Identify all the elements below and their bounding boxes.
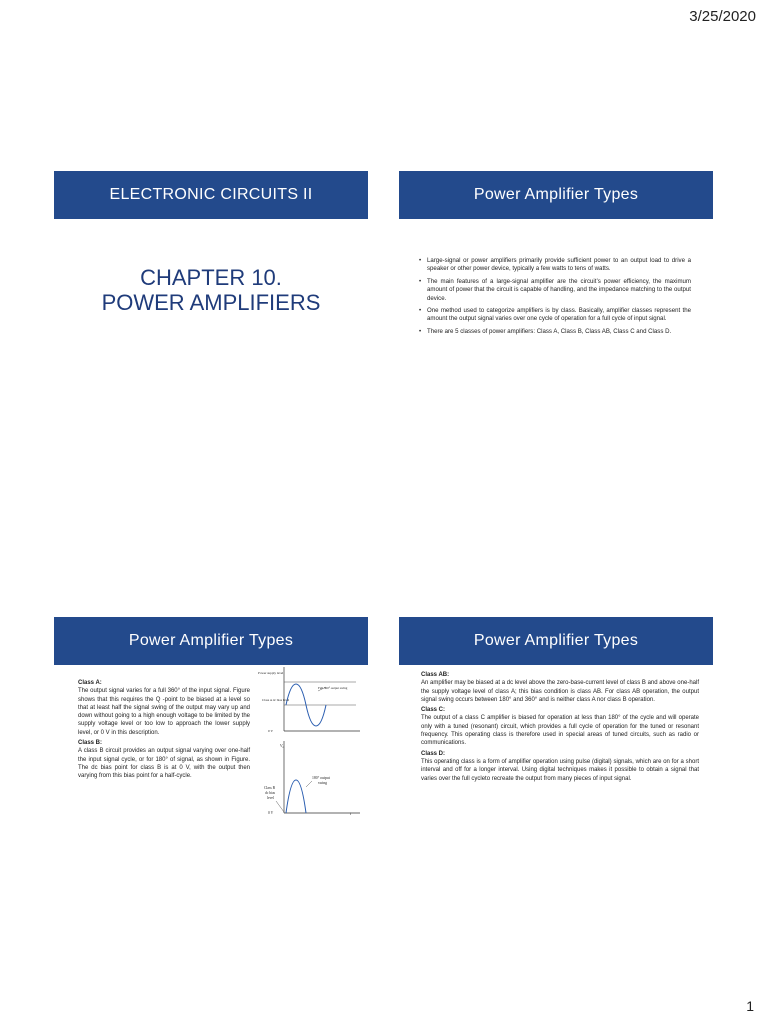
svg-text:Full 360° output swing	[318, 686, 348, 690]
fig-b-vo-sub: o	[282, 746, 284, 749]
class-c-text: The output of a class C amplifier is biased for operation at less than 180° of the cycle and will operate only with a tuned (resonant) circuit, which provides a full cycle of operation for the tuned or resonant frequency. This operating class is therefore used in special areas of tuned circuits, such as radio or communications.	[421, 715, 699, 747]
fig-b-vo-label: V	[280, 743, 283, 748]
svg-text:180° output	[312, 776, 331, 780]
svg-text:0 V	[268, 811, 274, 815]
fig-b-bias-label-3: level	[267, 796, 274, 800]
slide-2-title: Power Amplifier Types	[399, 171, 713, 219]
slide-2	[399, 171, 713, 406]
class-b-half-wave	[286, 780, 306, 813]
class-ab-waveform-figure	[256, 665, 366, 817]
page-number: 1	[746, 998, 754, 1014]
fig-a-supply-label: Power supply level	[258, 671, 284, 675]
svg-text:Class A dc bias level	[262, 698, 289, 702]
svg-text:dc bias	[265, 791, 276, 795]
slide-3-title: Power Amplifier Types	[54, 617, 368, 665]
svg-text:t	[350, 812, 352, 816]
fig-b-t-label: t	[350, 812, 352, 816]
class-descriptions-2	[421, 671, 699, 785]
fig-b-bias-label-1: Class B	[264, 786, 276, 790]
class-a-text: The output signal varies for a full 360° of the input signal. Figure shows that this requires the Q -point to be biased at a level so that at least half the signal swing of the output may vary up and down without going to a high enough voltage to be limited by the supply voltage level or too low to approach the lower supply level, or 0 V in this description.	[78, 688, 250, 736]
fig-a-swing-label: Full 360° output swing	[318, 686, 348, 690]
bullet-item: • There are 5 classes of power amplifiers: Class A, Class B, Class AB, Class C and Class D.	[419, 328, 691, 336]
class-a-heading: Class A:	[78, 680, 102, 686]
slide-1-title: ELECTRONIC CIRCUITS II	[54, 171, 368, 219]
class-descriptions	[78, 679, 250, 783]
fig-b-bias-label-2: dc bias	[265, 791, 276, 795]
svg-text:0 V	[268, 729, 274, 733]
slide-3	[54, 617, 368, 852]
svg-text:level	[267, 796, 274, 800]
fig-a-zero-label: 0 V	[268, 729, 274, 733]
bullet-item: • One method used to categorize amplifiers is by class. Basically, amplifier classes represent the amount the output signal varies over one cycle of operation for a full cycle of input signal.	[419, 307, 691, 324]
svg-text:Power supply level	[258, 671, 283, 675]
class-c-heading: Class C:	[421, 707, 446, 714]
svg-text:Class B	[264, 786, 276, 790]
class-d-text: This operating class is a form of amplifier operation using pulse (digital) signals, which are on for a short interval and off for a longer interval. Using digital techniques makes it possible to obtain a signal that varies over the full cycleto recreate the output from many pieces of input signal.	[421, 758, 699, 782]
slide-4	[399, 617, 713, 852]
class-ab-text: An amplifier may be biased at a dc level above the zero-base-current level of class B and above one-half the supply voltage level of class A; this bias condition is class AB. For class AB operation, the output signal swing occurs between 180° and 360° and is neither class A nor class B operation.	[421, 680, 699, 703]
fig-a-bias-label: Class A dc bias level	[262, 698, 290, 702]
fig-b-swing-label-1: 180° output	[312, 776, 330, 780]
class-b-text: A class B circuit provides an output signal varying over one-half the input signal cycle, or for 180° of signal, as shown in Figure. The dc bias point for class B is at 0 V, with the output then varying from this bias point for a half-cycle.	[78, 748, 250, 780]
chapter-title: POWER AMPLIFIERS	[101, 290, 321, 315]
class-d-heading: Class D:	[421, 750, 446, 757]
svg-text:swing	[318, 781, 327, 785]
page-date: 3/25/2020	[689, 8, 756, 25]
class-b-heading: Class B:	[78, 740, 103, 747]
slide-1	[54, 171, 368, 406]
chapter-heading	[54, 265, 368, 315]
fig-b-zero-label: 0 V	[268, 811, 274, 815]
class-ab-heading: Class AB:	[421, 672, 450, 678]
bullet-item: • The main features of a large-signal amplifier are the circuit’s power efficiency, the maximum amount of power that the circuit is capable of handling, and the impedance matching to the output device.	[419, 278, 691, 303]
bullet-item: • Large-signal or power amplifiers primarily provide sufficient power to an output load to drive a speaker or other power device, typically a few watts to tens of watts.	[419, 257, 691, 274]
fig-b-swing-label-2: swing	[318, 781, 328, 785]
slide-4-title: Power Amplifier Types	[399, 617, 713, 665]
chapter-number: CHAPTER 10.	[140, 265, 282, 290]
bullet-list	[419, 257, 691, 340]
